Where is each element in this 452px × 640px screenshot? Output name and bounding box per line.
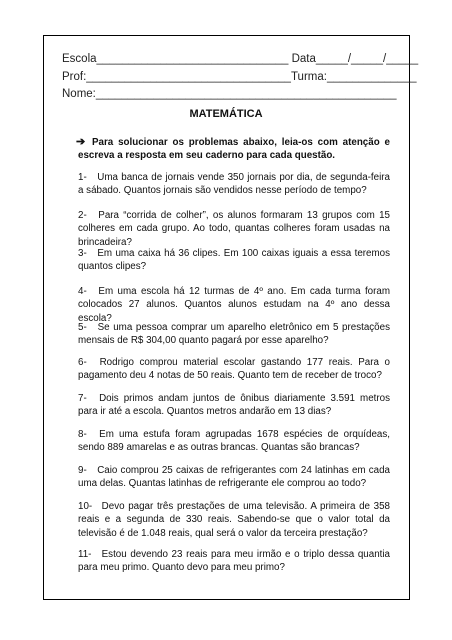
question-8 bbox=[78, 428, 390, 455]
question-3 bbox=[78, 247, 390, 274]
question-7 bbox=[78, 392, 390, 419]
question-text: Dois primos andam juntos de ônibus diariamente 3.591 metros para ir até a escola. Quantos metros andarão em 13 dias? bbox=[78, 393, 390, 418]
instruction-body: Para solucionar os problemas abaixo, leia-os com atenção e escreva a resposta em seu caderno para cada questão. bbox=[78, 137, 390, 161]
question-5 bbox=[78, 321, 390, 348]
question-number: 5- bbox=[78, 322, 87, 333]
question-text: Devo pagar três prestações de uma televisão. A primeira de 358 reais e a segunda de 330 reais. Sabendo-se que o valor total da televisão é de 1.048 reais, qual será o valor da terceira prestação? bbox=[78, 501, 390, 539]
question-text: Se uma pessoa comprar um aparelho eletrônico em 5 prestações mensais de R$ 304,00 quanto pagará por esse aparelho? bbox=[78, 322, 390, 347]
question-number: 7- bbox=[78, 393, 87, 404]
question-text: Em uma estufa foram agrupadas 1678 espécies de orquídeas, sendo 889 amarelas e as outras brancas. Quantas são brancas? bbox=[78, 429, 390, 454]
question-number: 3- bbox=[78, 248, 87, 259]
page-title: MATEMÁTICA bbox=[189, 108, 263, 120]
question-4 bbox=[78, 285, 390, 325]
question-number: 2- bbox=[78, 210, 87, 221]
question-number: 10- bbox=[78, 501, 93, 512]
question-number: 6- bbox=[78, 357, 87, 368]
question-2 bbox=[78, 209, 390, 249]
question-text: Caio comprou 25 caixas de refrigerantes com 24 latinhas em cada uma delas. Quantas latinhas de refrigerante ele comprou ao todo? bbox=[78, 465, 390, 490]
question-9 bbox=[78, 464, 390, 491]
question-text: Em uma caixa há 36 clipes. Em 100 caixas iguais a essa teremos quantos clipes? bbox=[78, 248, 390, 273]
header-nome-line: Nome:_______________________________________________ bbox=[62, 88, 397, 100]
question-number: 8- bbox=[78, 429, 87, 440]
question-text: Uma banca de jornais vende 350 jornais por dia, de segunda-feira a sábado. Quantos jornais são vendidos nesse período de tempo? bbox=[78, 172, 390, 197]
question-text: Rodrigo comprou material escolar gastando 177 reais. Para o pagamento deu 4 notas de 50 reais. Quanto tem de receber de troco? bbox=[78, 357, 390, 382]
question-number: 11- bbox=[78, 549, 92, 560]
question-number: 4- bbox=[78, 286, 87, 297]
arrow-right-icon: ➔ bbox=[76, 136, 86, 148]
instruction-text bbox=[78, 136, 390, 162]
question-number: 9- bbox=[78, 465, 87, 476]
question-text: Para “corrida de colher”, os alunos formaram 13 grupos com 15 colheres em cada grupo. Ao todo, quantas colheres foram usadas na brincadeira? bbox=[78, 210, 390, 248]
question-11 bbox=[78, 548, 390, 575]
question-text: Estou devendo 23 reais para meu irmão e o triplo dessa quantia para meu primo. Quanto devo para meu primo? bbox=[78, 549, 390, 574]
question-6 bbox=[78, 356, 390, 383]
question-number: 1- bbox=[78, 172, 87, 183]
question-text: Em uma escola há 12 turmas de 4º ano. Em cada turma foram colocados 27 alunos. Quantos alunos estudam na 4º ano dessa escola? bbox=[78, 286, 390, 324]
question-10 bbox=[78, 500, 390, 540]
question-1 bbox=[78, 171, 390, 198]
header-escola-line: Escola______________________________ Data_____/_____/_____ bbox=[62, 53, 419, 65]
header-prof-line: Prof:________________________________Turma:______________ bbox=[62, 71, 417, 83]
